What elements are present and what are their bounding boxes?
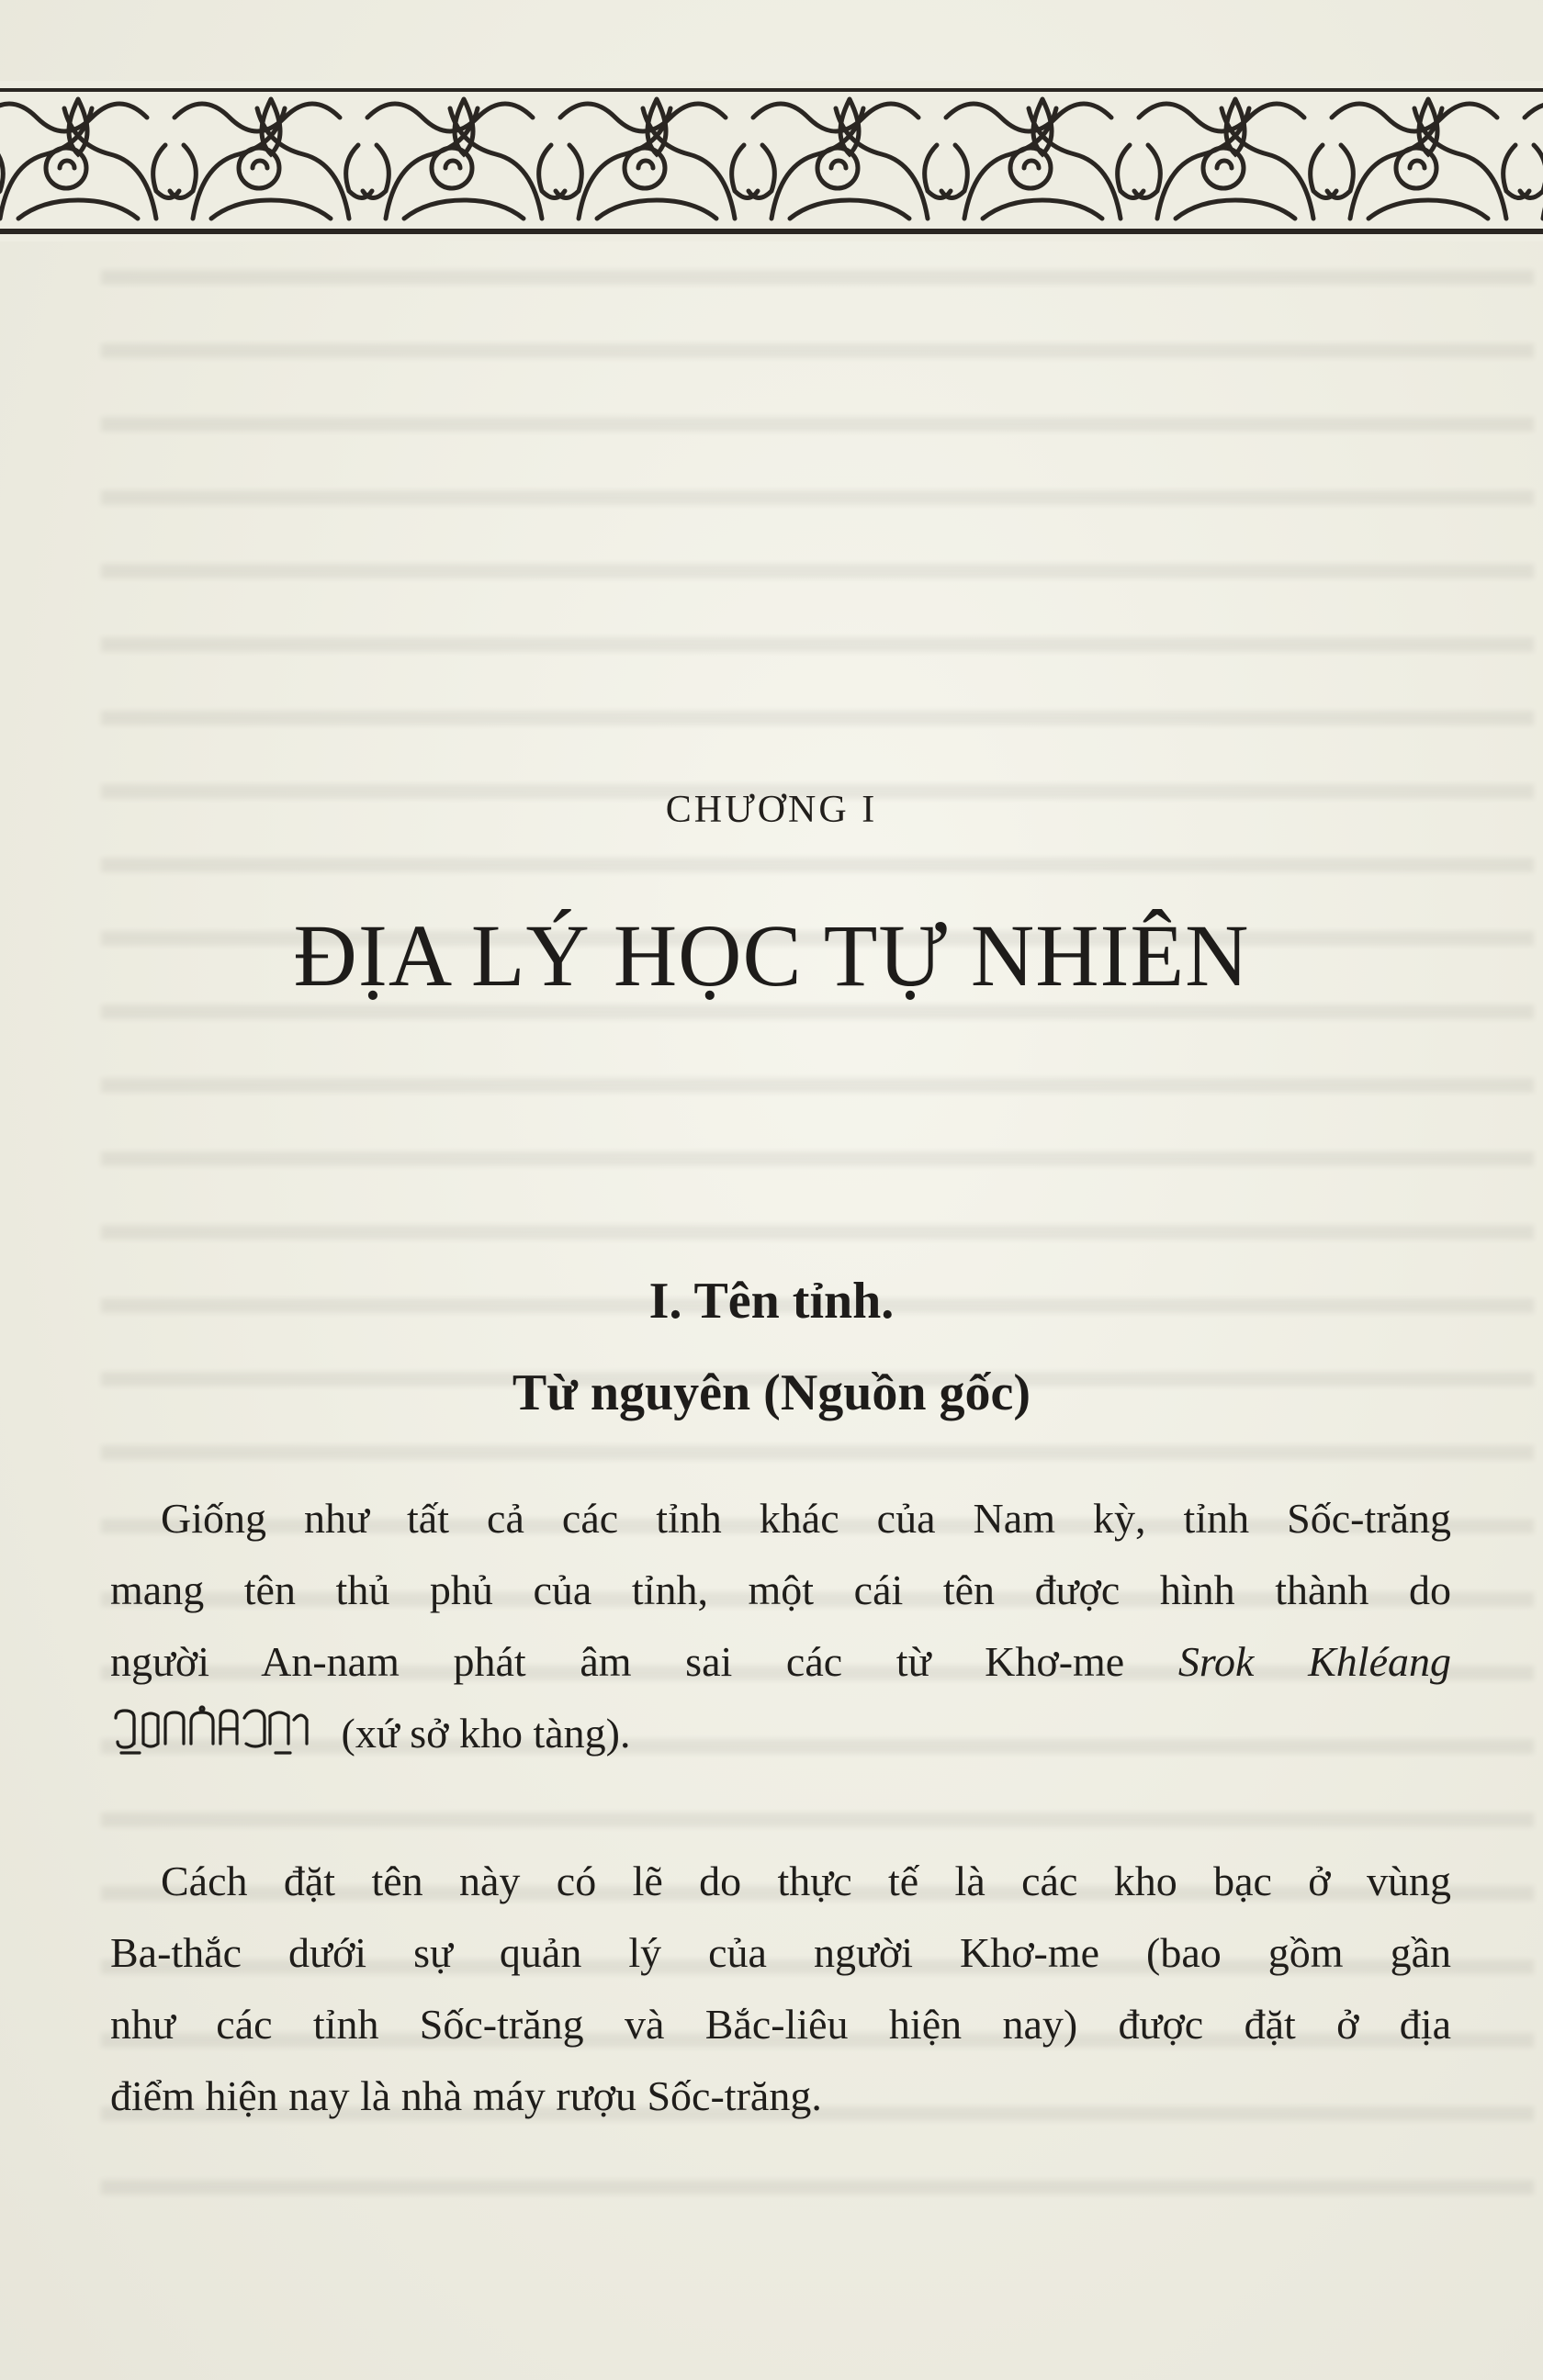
paragraph-text: người An-nam phát âm sai các từ Khơ-me xyxy=(110,1638,1178,1685)
khmer-transliteration: Srok Khléang xyxy=(1177,1638,1451,1685)
paragraph-line: Ba-thắc dưới sự quản lý của người Khơ-me (bao gồm gần xyxy=(110,1929,1451,1976)
khmer-script-icon xyxy=(110,1705,312,1757)
chapter-title: ĐỊA LÝ HỌC TỰ NHIÊN xyxy=(293,906,1250,1005)
chapter-label: CHƯƠNG I xyxy=(665,789,878,831)
paragraph-line: như các tỉnh Sốc-trăng và Bắc-liêu hiện nay) được đặt ở địa xyxy=(110,2001,1451,2048)
paragraph-etymology xyxy=(110,1483,1451,1769)
paragraph-line: Cách đặt tên này có lẽ do thực tế là các kho bạc ở vùng xyxy=(161,1858,1451,1904)
section-subheading: Từ nguyên (Nguồn gốc) xyxy=(512,1364,1031,1421)
paragraph-line: điểm hiện nay là nhà máy rượu Sốc-trăng. xyxy=(110,2072,822,2119)
decorative-border-icon xyxy=(0,81,1543,241)
paragraph-naming xyxy=(110,1846,1451,2132)
paragraph-line: Giống như tất cả các tỉnh khác của Nam kỳ, tỉnh Sốc-trăng xyxy=(161,1495,1451,1542)
paragraph-line xyxy=(110,1698,1451,1769)
section-heading: I. Tên tỉnh. xyxy=(648,1273,895,1330)
paragraph-line: mang tên thủ phủ của tỉnh, một cái tên được hình thành do xyxy=(110,1566,1451,1613)
paragraph-text: (xứ sở kho tàng). xyxy=(341,1710,631,1757)
paragraph-line xyxy=(110,1626,1451,1698)
